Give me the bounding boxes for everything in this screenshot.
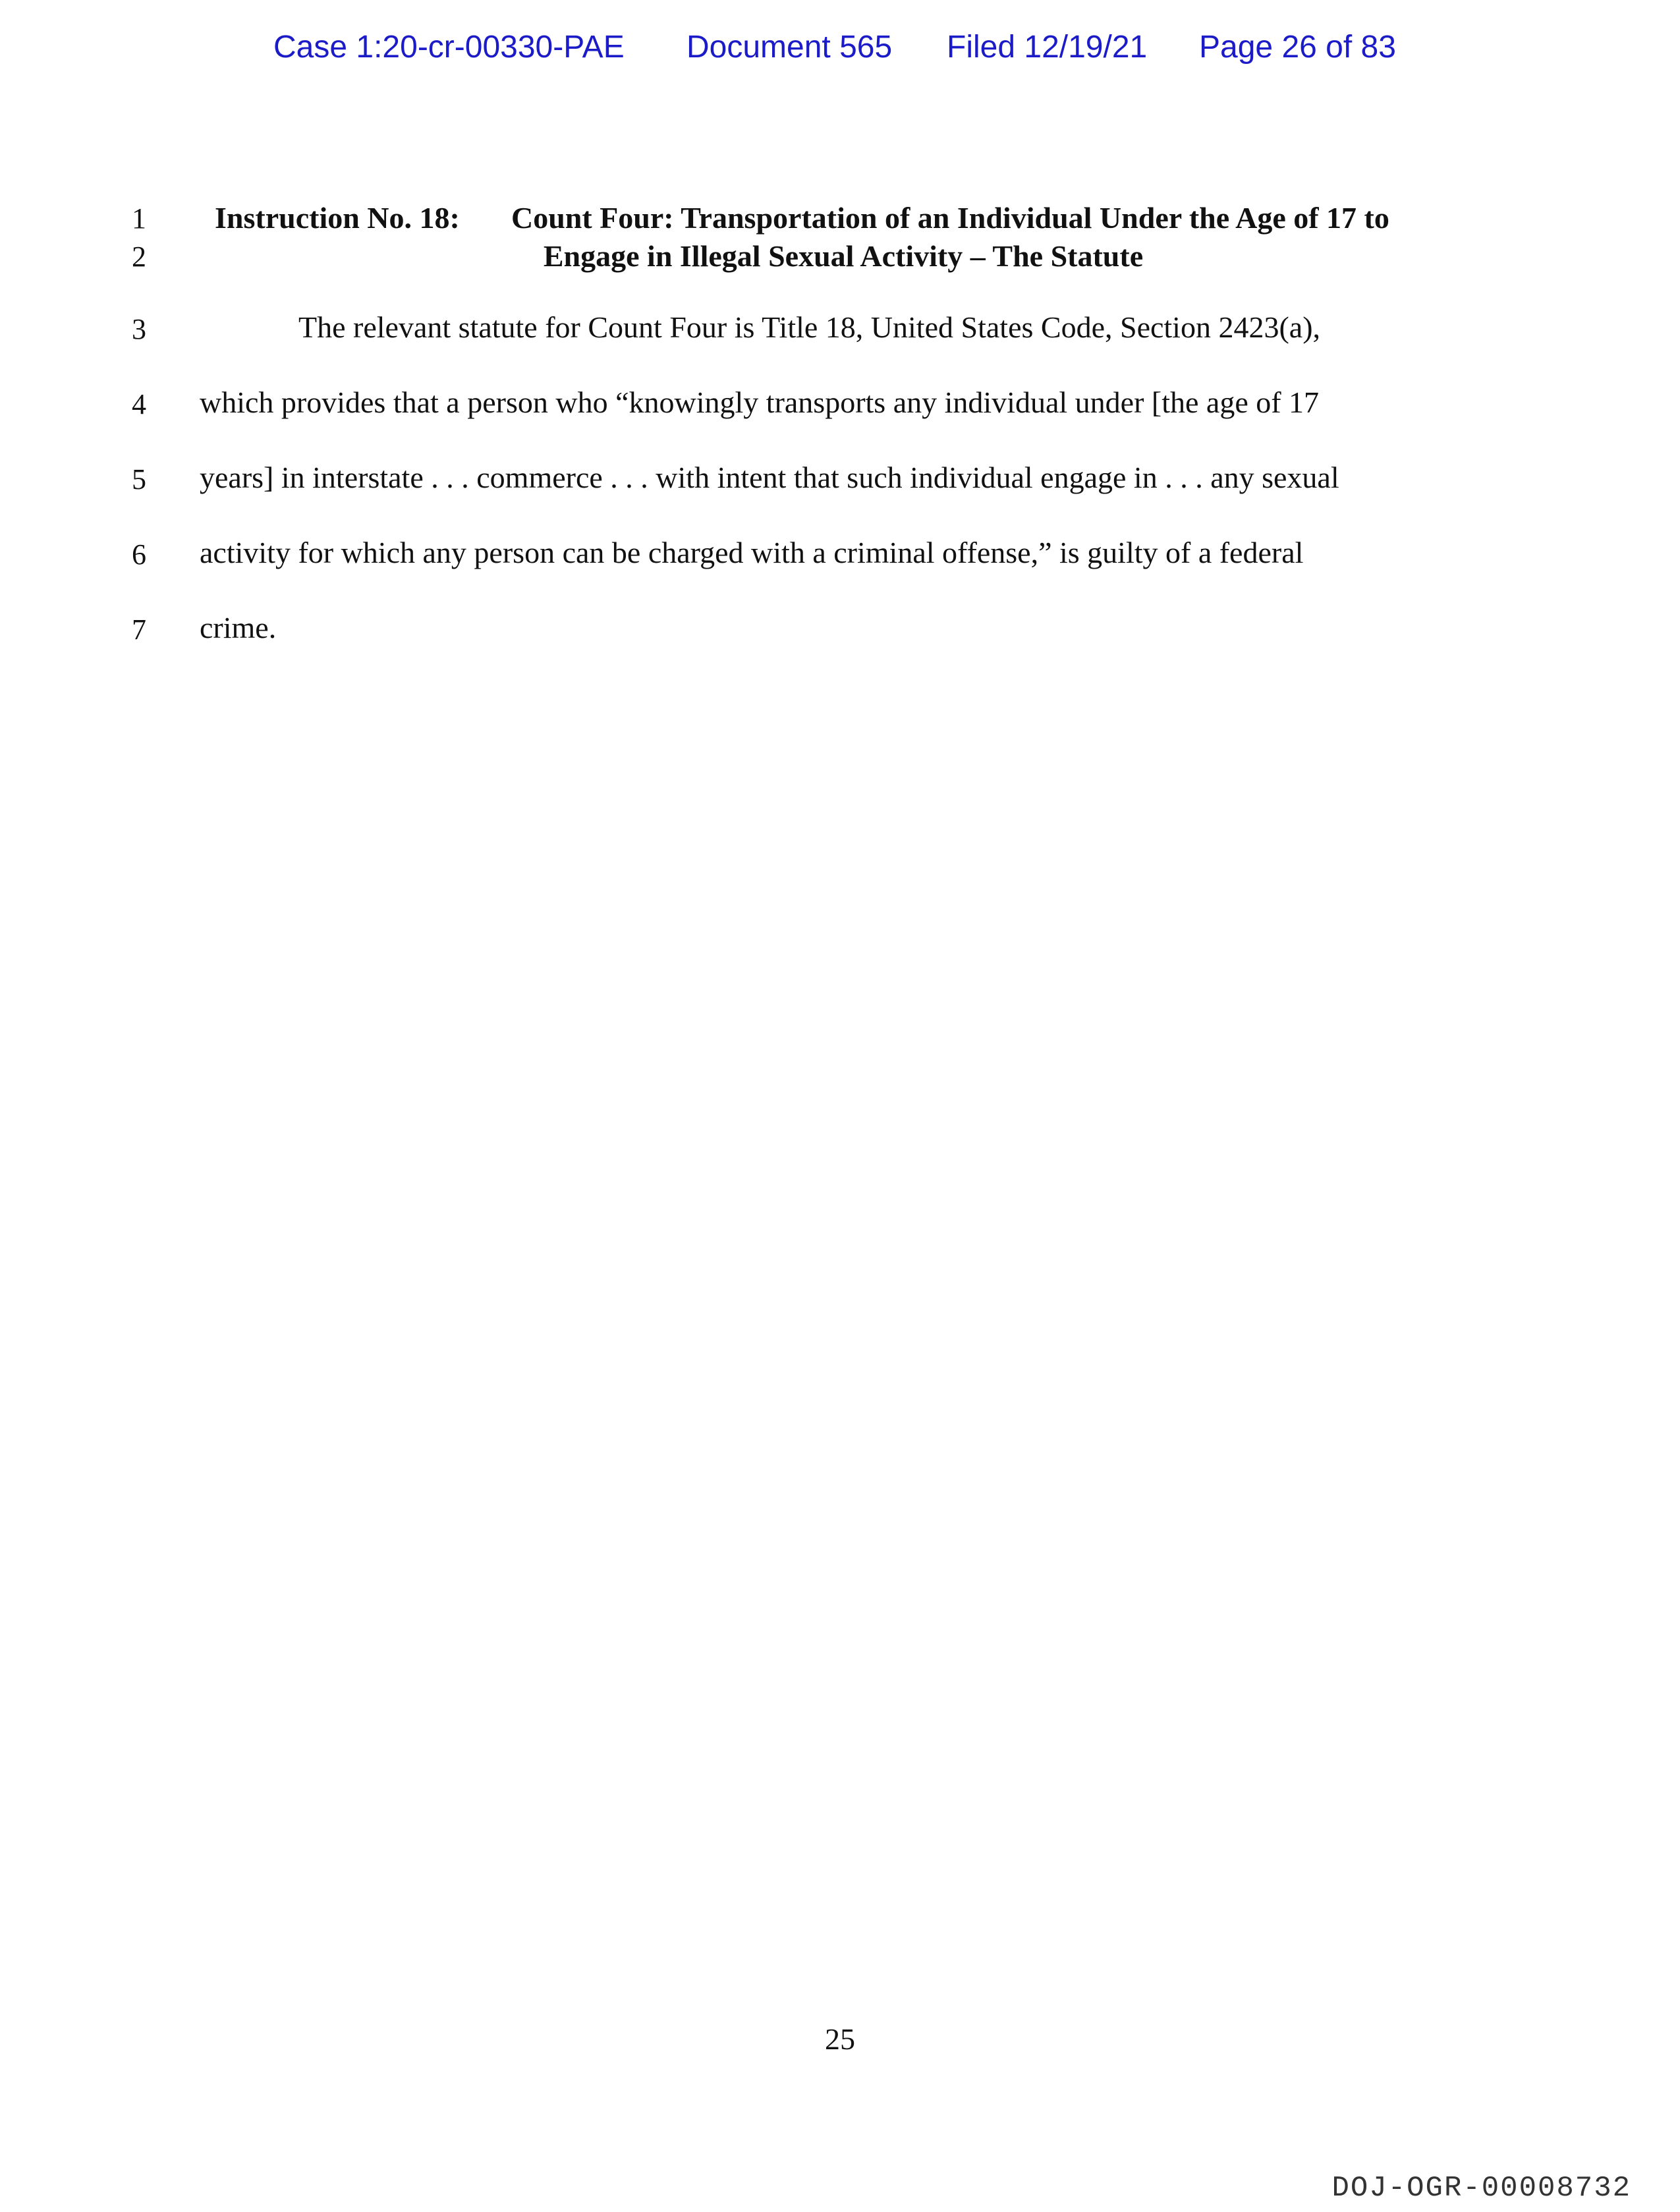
- line-number: 3: [132, 313, 146, 345]
- heading-title-line-1: Count Four: Transportation of an Individual Under the Age of 17 to: [511, 201, 1389, 235]
- heading-line-1: [198, 199, 1515, 237]
- line-number: 1: [132, 202, 146, 235]
- line-number: 4: [132, 388, 146, 420]
- instruction-heading: [198, 199, 1515, 275]
- case-number: Case 1:20-cr-00330-PAE: [273, 30, 625, 65]
- instruction-number: Instruction No. 18:: [215, 201, 460, 235]
- heading-title-line-2: Engage in Illegal Sexual Activity – The Statute: [543, 239, 1144, 273]
- page-count: Page 26 of 83: [1199, 30, 1396, 65]
- body-text-line: The relevant statute for Count Four is Title 18, United States Code, Section 2423(a),: [298, 310, 1321, 344]
- page-number: 25: [825, 2022, 855, 2056]
- body-text-line: activity for which any person can be charged with a criminal offense,” is guilty of a federal: [200, 536, 1304, 569]
- line-number: 2: [132, 241, 146, 273]
- bates-number: DOJ-OGR-00008732: [1331, 2172, 1631, 2205]
- ecf-header: [0, 29, 1680, 71]
- filed-date: Filed 12/19/21: [947, 30, 1148, 65]
- body-text-line: years] in interstate . . . commerce . . . with intent that such individual engage in . . . any sexual: [200, 461, 1339, 494]
- line-number: 5: [132, 463, 146, 496]
- body-text-line: crime.: [200, 611, 277, 644]
- line-number: 6: [132, 538, 146, 571]
- document-number: Document 565: [686, 30, 893, 65]
- line-number: 7: [132, 613, 146, 646]
- body-text-line: which provides that a person who “knowingly transports any individual under [the age of 17: [200, 385, 1320, 419]
